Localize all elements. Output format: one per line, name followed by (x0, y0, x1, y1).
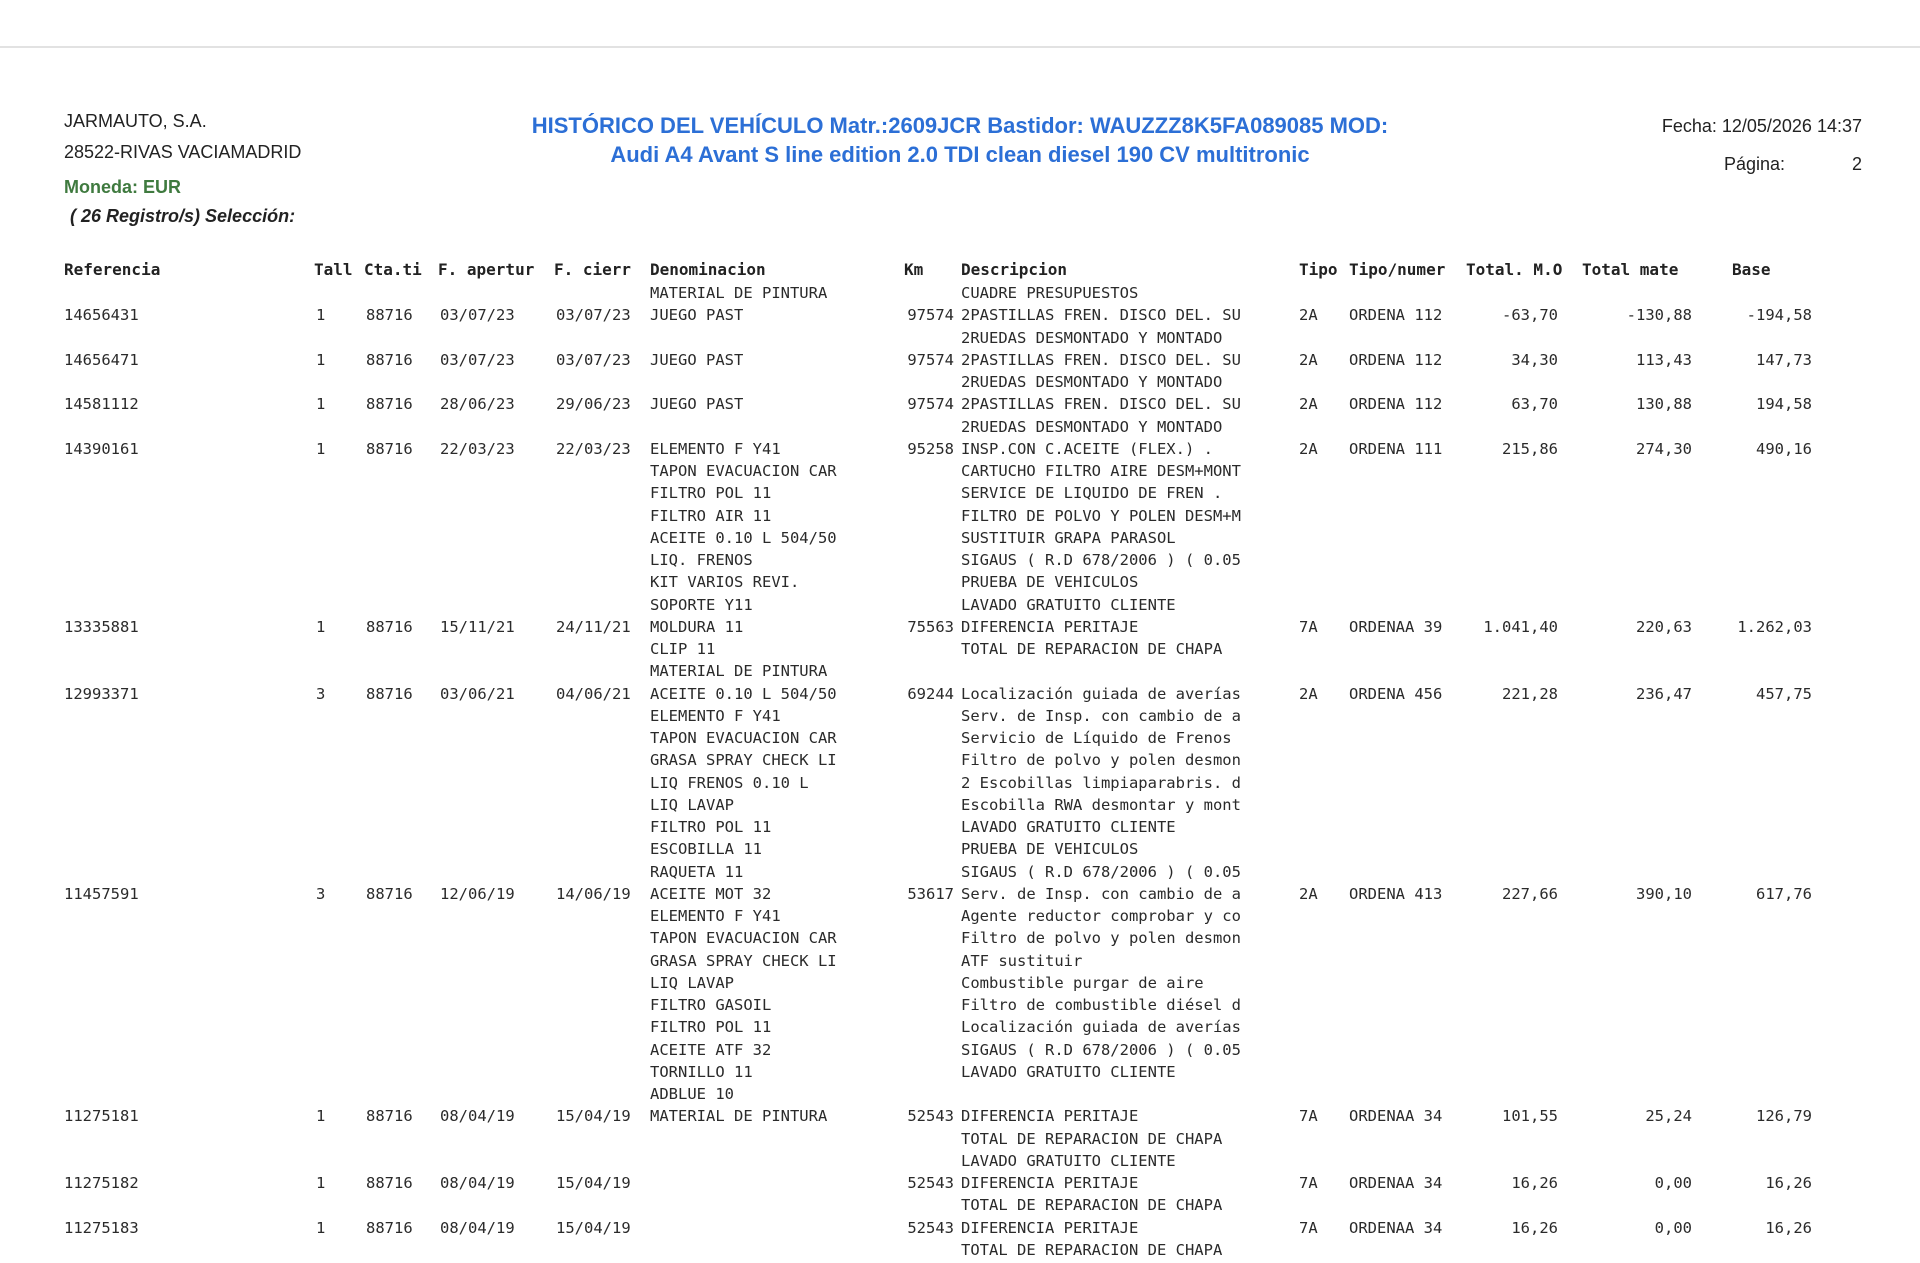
table-row-continuation (0, 1041, 1920, 1063)
cell-denominacion: JUEGO PAST (650, 350, 744, 369)
cell-tipo-numero: ORDENA 112 (1349, 306, 1443, 325)
cell-denominacion: MATERIAL DE PINTURA (650, 662, 828, 681)
col-km: Km (904, 260, 924, 279)
cell-f-cierre: 03/07/23 (556, 350, 631, 369)
cell-f-cierre: 15/04/19 (556, 1218, 631, 1237)
cell-total-mo: 16,26 (1511, 1218, 1558, 1237)
cell-tall: 1 (316, 1107, 326, 1126)
cell-tipo-numero: ORDENA 413 (1349, 884, 1443, 903)
cell-denominacion: ADBLUE 10 (650, 1085, 734, 1103)
col-f-apertura: F. apertur (438, 260, 535, 279)
cell-km: 75563 (907, 617, 954, 636)
cell-descripcion: TOTAL DE REPARACION DE CHAPA (961, 1196, 1223, 1215)
cell-f-cierre: 14/06/19 (556, 884, 631, 903)
cell-denominacion: LIQ LAVAP (650, 795, 734, 814)
cell-tall: 1 (316, 1174, 326, 1192)
table-row-continuation (0, 1130, 1920, 1152)
cell-km: 97574 (907, 350, 954, 369)
cell-cta: 88716 (366, 1107, 413, 1126)
cell-referencia: 14656471 (64, 350, 139, 369)
cell-descripcion: Filtro de polvo y polen desmon (961, 929, 1241, 948)
cell-km: 53617 (907, 884, 954, 903)
cell-descripcion: SIGAUS ( R.D 678/2006 ) ( 0.05 (961, 1040, 1241, 1059)
cell-descripcion: SIGAUS ( R.D 678/2006 ) ( 0.05 (961, 862, 1241, 881)
cell-base: 490,16 (1756, 439, 1812, 458)
cell-descripcion: 2PASTILLAS FREN. DISCO DEL. SU (961, 306, 1241, 325)
table-row-continuation (0, 529, 1920, 551)
cell-cta: 88716 (366, 1218, 413, 1237)
cell-f-cierre: 24/11/21 (556, 617, 631, 636)
cell-descripcion: Filtro de combustible diésel d (961, 996, 1241, 1014)
table-row-continuation (0, 284, 1920, 306)
cell-descripcion: 2RUEDAS DESMONTADO Y MONTADO (961, 373, 1223, 391)
cell-km: 95258 (907, 439, 954, 458)
cell-descripcion: FILTRO DE POLVO Y POLEN DESM+M (961, 506, 1241, 525)
cell-tall: 3 (316, 884, 326, 903)
cell-denominacion: ELEMENTO F Y41 (650, 706, 781, 725)
table-row-continuation (0, 462, 1920, 484)
col-denominacion: Denominacion (650, 260, 766, 279)
cell-base: 617,76 (1756, 884, 1812, 903)
table-row-continuation (0, 952, 1920, 974)
table-row-continuation (0, 1152, 1920, 1174)
cell-descripcion: LAVADO GRATUITO CLIENTE (961, 818, 1176, 836)
cell-total-mat: -130,88 (1626, 306, 1692, 325)
col-f-cierre: F. cierr (554, 260, 632, 279)
cell-base: 16,26 (1765, 1218, 1812, 1237)
cell-tipo: 2A (1299, 395, 1318, 414)
table-row-continuation (0, 662, 1920, 684)
cell-descripcion: DIFERENCIA PERITAJE (961, 1174, 1139, 1192)
col-total-mat: Total mate (1582, 260, 1679, 279)
cell-descripcion: Agente reductor comprobar y co (961, 907, 1241, 925)
cell-descripcion: LAVADO GRATUITO CLIENTE (961, 595, 1176, 614)
cell-descripcion: 2 Escobillas limpiaparabris. d (961, 773, 1241, 792)
cell-tipo: 2A (1299, 439, 1318, 458)
cell-denominacion: MATERIAL DE PINTURA (650, 1107, 828, 1126)
table-row-continuation (0, 996, 1920, 1018)
page-label: Página: (1724, 154, 1786, 174)
company-address: 28522-RIVAS VACIAMADRID (64, 142, 302, 162)
cell-denominacion: ACEITE MOT 32 (650, 884, 772, 903)
cell-tipo: 7A (1299, 1107, 1318, 1126)
col-total-mo: Total. M.O (1466, 260, 1563, 279)
cell-f-apertura: 03/07/23 (440, 350, 515, 369)
cell-tall: 1 (316, 350, 326, 369)
cell-denominacion: ACEITE 0.10 L 504/50 (650, 528, 837, 547)
cell-f-apertura: 08/04/19 (440, 1174, 515, 1192)
cell-denominacion: ELEMENTO F Y41 (650, 439, 781, 458)
cell-tall: 1 (316, 439, 326, 458)
cell-total-mat: 390,10 (1636, 884, 1692, 903)
cell-descripcion: Escobilla RWA desmontar y mont (961, 795, 1241, 814)
cell-denominacion: ELEMENTO F Y41 (650, 907, 781, 925)
table-row (0, 1107, 1920, 1129)
cell-referencia: 14581112 (64, 395, 139, 414)
cell-total-mo: 227,66 (1502, 884, 1558, 903)
cell-denominacion: TAPON EVACUACION CAR (650, 929, 837, 948)
cell-descripcion: LAVADO GRATUITO CLIENTE (961, 1062, 1176, 1081)
table-row (0, 440, 1920, 462)
cell-cta: 88716 (366, 884, 413, 903)
cell-total-mo: 63,70 (1511, 395, 1558, 414)
table-row-continuation (0, 418, 1920, 440)
table-row-continuation (0, 573, 1920, 595)
cell-km: 52543 (907, 1218, 954, 1237)
cell-tipo-numero: ORDENA 112 (1349, 350, 1443, 369)
cell-f-cierre: 04/06/21 (556, 684, 631, 703)
cell-denominacion: LIQ LAVAP (650, 973, 734, 992)
col-tipo-numero: Tipo/numer (1349, 260, 1446, 279)
table-row-continuation (0, 729, 1920, 751)
cell-denominacion: GRASA SPRAY CHECK LI (650, 951, 837, 970)
cell-tipo: 7A (1299, 1218, 1318, 1237)
cell-descripcion: Filtro de polvo y polen desmon (961, 751, 1241, 770)
cell-tipo: 2A (1299, 684, 1318, 703)
cell-descripcion: TOTAL DE REPARACION DE CHAPA (961, 640, 1223, 658)
cell-descripcion: INSP.CON C.ACEITE (FLEX.) . (961, 439, 1213, 458)
cell-descripcion: 2RUEDAS DESMONTADO Y MONTADO (961, 328, 1223, 347)
cell-descripcion: LAVADO GRATUITO CLIENTE (961, 1151, 1176, 1170)
cell-referencia: 14656431 (64, 306, 139, 325)
cell-denominacion: TORNILLO 11 (650, 1062, 753, 1081)
col-cta: Cta.ti (364, 260, 422, 279)
cell-total-mat: 25,24 (1645, 1107, 1692, 1126)
cell-km: 97574 (907, 395, 954, 414)
cell-descripcion: DIFERENCIA PERITAJE (961, 1107, 1139, 1126)
cell-km: 97574 (907, 306, 954, 325)
cell-denominacion: MOLDURA 11 (650, 617, 744, 636)
cell-cta: 88716 (366, 617, 413, 636)
cell-descripcion: Serv. de Insp. con cambio de a (961, 884, 1241, 903)
cell-f-cierre: 15/04/19 (556, 1107, 631, 1126)
cell-f-apertura: 03/06/21 (440, 684, 515, 703)
cell-descripcion: TOTAL DE REPARACION DE CHAPA (961, 1240, 1223, 1259)
table-row-continuation (0, 1018, 1920, 1040)
table-row-continuation (0, 1063, 1920, 1085)
cell-total-mat: 0,00 (1654, 1174, 1692, 1192)
cell-base: -194,58 (1746, 306, 1812, 325)
cell-descripcion: 2RUEDAS DESMONTADO Y MONTADO (961, 417, 1223, 436)
scan-edge-divider (0, 46, 1920, 48)
cell-tipo-numero: ORDENA 111 (1349, 439, 1443, 458)
cell-denominacion: LIQ. FRENOS (650, 551, 753, 569)
cell-referencia: 14390161 (64, 439, 139, 458)
cell-tall: 1 (316, 1218, 326, 1237)
cell-descripcion: Servicio de Líquido de Frenos (961, 729, 1232, 747)
cell-descripcion: DIFERENCIA PERITAJE (961, 1218, 1139, 1237)
table-row-continuation (0, 774, 1920, 796)
cell-cta: 88716 (366, 306, 413, 325)
cell-cta: 88716 (366, 350, 413, 369)
cell-total-mo: 101,55 (1502, 1107, 1558, 1126)
cell-denominacion: TAPON EVACUACION CAR (650, 462, 837, 480)
currency-label: Moneda: EUR (64, 177, 181, 197)
cell-tall: 1 (316, 306, 326, 325)
cell-descripcion: 2PASTILLAS FREN. DISCO DEL. SU (961, 395, 1241, 414)
cell-cta: 88716 (366, 684, 413, 703)
cell-total-mat: 220,63 (1636, 617, 1692, 636)
table-row-continuation (0, 974, 1920, 996)
table-row-continuation (0, 707, 1920, 729)
cell-total-mat: 274,30 (1636, 439, 1692, 458)
cell-denominacion: SOPORTE Y11 (650, 595, 753, 614)
cell-denominacion: TAPON EVACUACION CAR (650, 729, 837, 747)
cell-total-mo: 215,86 (1502, 439, 1558, 458)
cell-f-cierre: 03/07/23 (556, 306, 631, 325)
cell-tipo: 2A (1299, 884, 1318, 903)
report-date: Fecha: 12/05/2026 14:37 (1661, 116, 1862, 136)
cell-total-mo: -63,70 (1502, 306, 1558, 325)
table-row-continuation (0, 1085, 1920, 1107)
table-row-continuation (0, 796, 1920, 818)
cell-tipo-numero: ORDENAA 34 (1349, 1107, 1443, 1126)
cell-descripcion: DIFERENCIA PERITAJE (961, 617, 1139, 636)
cell-referencia: 11275181 (64, 1107, 139, 1126)
table-row-continuation (0, 929, 1920, 951)
cell-tipo-numero: ORDENAA 34 (1349, 1218, 1443, 1237)
table-row (0, 351, 1920, 373)
cell-denominacion: KIT VARIOS REVI. (650, 573, 800, 592)
cell-descripcion: ATF sustituir (961, 951, 1083, 970)
cell-descripcion: 2PASTILLAS FREN. DISCO DEL. SU (961, 350, 1241, 369)
cell-tipo: 7A (1299, 617, 1318, 636)
cell-km: 52543 (907, 1107, 954, 1126)
table-row (0, 1219, 1920, 1241)
company-name: JARMAUTO, S.A. (64, 111, 207, 131)
cell-total-mat: 0,00 (1654, 1218, 1692, 1237)
cell-tipo: 2A (1299, 350, 1318, 369)
cell-denominacion: FILTRO POL 11 (650, 1018, 772, 1037)
cell-f-apertura: 12/06/19 (440, 884, 515, 903)
cell-denominacion: FILTRO AIR 11 (650, 506, 772, 525)
cell-denominacion: ACEITE 0.10 L 504/50 (650, 684, 837, 703)
cell-tall: 1 (316, 617, 326, 636)
col-tall: Tall (314, 260, 353, 279)
cell-denominacion: MATERIAL DE PINTURA (650, 284, 828, 302)
table-row-continuation (0, 329, 1920, 351)
cell-denominacion: JUEGO PAST (650, 306, 744, 325)
col-base: Base (1732, 260, 1771, 279)
cell-tipo-numero: ORDENAA 39 (1349, 617, 1443, 636)
table-row-continuation (0, 640, 1920, 662)
cell-total-mo: 34,30 (1511, 350, 1558, 369)
cell-descripcion: PRUEBA DE VEHICULOS (961, 573, 1139, 592)
cell-denominacion: GRASA SPRAY CHECK LI (650, 751, 837, 770)
cell-total-mat: 236,47 (1636, 684, 1692, 703)
record-count: ( 26 Registro/s) Selección: (70, 206, 296, 226)
cell-f-cierre: 22/03/23 (556, 439, 631, 458)
cell-referencia: 11275182 (64, 1174, 139, 1192)
col-descripcion: Descripcion (961, 260, 1067, 279)
cell-denominacion: FILTRO POL 11 (650, 818, 772, 836)
cell-km: 69244 (907, 684, 954, 703)
cell-f-apertura: 08/04/19 (440, 1107, 515, 1126)
cell-base: 457,75 (1756, 684, 1812, 703)
cell-total-mo: 1.041,40 (1483, 617, 1558, 636)
cell-f-apertura: 03/07/23 (440, 306, 515, 325)
cell-tipo: 2A (1299, 306, 1318, 325)
cell-f-cierre: 15/04/19 (556, 1174, 631, 1192)
cell-base: 126,79 (1756, 1107, 1812, 1126)
cell-denominacion: LIQ FRENOS 0.10 L (650, 773, 809, 792)
cell-descripcion: TOTAL DE REPARACION DE CHAPA (961, 1129, 1223, 1148)
cell-tipo-numero: ORDENA 456 (1349, 684, 1443, 703)
table-row (0, 618, 1920, 640)
cell-referencia: 13335881 (64, 617, 139, 636)
table-row (0, 306, 1920, 328)
cell-descripcion: CARTUCHO FILTRO AIRE DESM+MONT (961, 462, 1241, 480)
col-tipo: Tipo (1299, 260, 1338, 279)
cell-denominacion: FILTRO GASOIL (650, 996, 772, 1014)
history-table (0, 284, 1920, 1263)
table-row-continuation (0, 818, 1920, 840)
table-row-continuation (0, 863, 1920, 885)
table-row-continuation (0, 1196, 1920, 1218)
table-row (0, 395, 1920, 417)
cell-f-apertura: 15/11/21 (440, 617, 515, 636)
cell-descripcion: SUSTITUIR GRAPA PARASOL (961, 528, 1176, 547)
cell-referencia: 12993371 (64, 684, 139, 703)
table-row-continuation (0, 551, 1920, 573)
cell-descripcion: PRUEBA DE VEHICULOS (961, 840, 1139, 859)
table-row-continuation (0, 751, 1920, 773)
cell-tipo: 7A (1299, 1174, 1318, 1192)
cell-base: 1.262,03 (1737, 617, 1812, 636)
cell-denominacion: RAQUETA 11 (650, 862, 744, 881)
cell-tipo-numero: ORDENA 112 (1349, 395, 1443, 414)
cell-base: 147,73 (1756, 350, 1812, 369)
cell-f-apertura: 28/06/23 (440, 395, 515, 414)
cell-tall: 1 (316, 395, 326, 414)
cell-referencia: 11457591 (64, 884, 139, 903)
cell-denominacion: JUEGO PAST (650, 395, 744, 414)
cell-descripcion: SERVICE DE LIQUIDO DE FREN . (961, 484, 1223, 503)
table-row (0, 685, 1920, 707)
table-row-continuation (0, 840, 1920, 862)
cell-base: 16,26 (1765, 1174, 1812, 1192)
cell-cta: 88716 (366, 395, 413, 414)
cell-f-apertura: 22/03/23 (440, 439, 515, 458)
cell-descripcion: CUADRE PRESUPUESTOS (961, 284, 1139, 302)
cell-denominacion: CLIP 11 (650, 640, 716, 658)
cell-denominacion: ACEITE ATF 32 (650, 1040, 772, 1059)
cell-descripcion: Localización guiada de averías (961, 684, 1241, 703)
cell-total-mo: 221,28 (1502, 684, 1558, 703)
cell-descripcion: Localización guiada de averías (961, 1018, 1241, 1037)
cell-total-mat: 130,88 (1636, 395, 1692, 414)
report-title: HISTÓRICO DEL VEHÍCULO Matr.:2609JCR Bastidor: WAUZZZ8K5FA089085 MOD: (531, 113, 1389, 138)
cell-base: 194,58 (1756, 395, 1812, 414)
cell-descripcion: Serv. de Insp. con cambio de a (961, 706, 1241, 725)
cell-total-mo: 16,26 (1511, 1174, 1558, 1192)
table-row-continuation (0, 484, 1920, 506)
report-subtitle: Audi A4 Avant S line edition 2.0 TDI clean diesel 190 CV multitronic (610, 142, 1310, 167)
cell-tipo-numero: ORDENAA 34 (1349, 1174, 1443, 1192)
table-row-continuation (0, 373, 1920, 395)
table-row (0, 885, 1920, 907)
cell-km: 52543 (907, 1174, 954, 1192)
cell-f-cierre: 29/06/23 (556, 395, 631, 414)
cell-descripcion: SIGAUS ( R.D 678/2006 ) ( 0.05 (961, 551, 1241, 569)
table-row-continuation (0, 907, 1920, 929)
table-row (0, 1174, 1920, 1196)
cell-tall: 3 (316, 684, 326, 703)
cell-total-mat: 113,43 (1636, 350, 1692, 369)
col-referencia: Referencia (64, 260, 161, 279)
cell-f-apertura: 08/04/19 (440, 1218, 515, 1237)
cell-referencia: 11275183 (64, 1218, 139, 1237)
page-number: 2 (1851, 154, 1862, 174)
cell-cta: 88716 (366, 1174, 413, 1192)
cell-cta: 88716 (366, 439, 413, 458)
cell-denominacion: FILTRO POL 11 (650, 484, 772, 503)
table-row-continuation (0, 507, 1920, 529)
cell-denominacion: ESCOBILLA 11 (650, 840, 762, 859)
cell-descripcion: Combustible purgar de aire (961, 973, 1204, 992)
table-row-continuation (0, 596, 1920, 618)
